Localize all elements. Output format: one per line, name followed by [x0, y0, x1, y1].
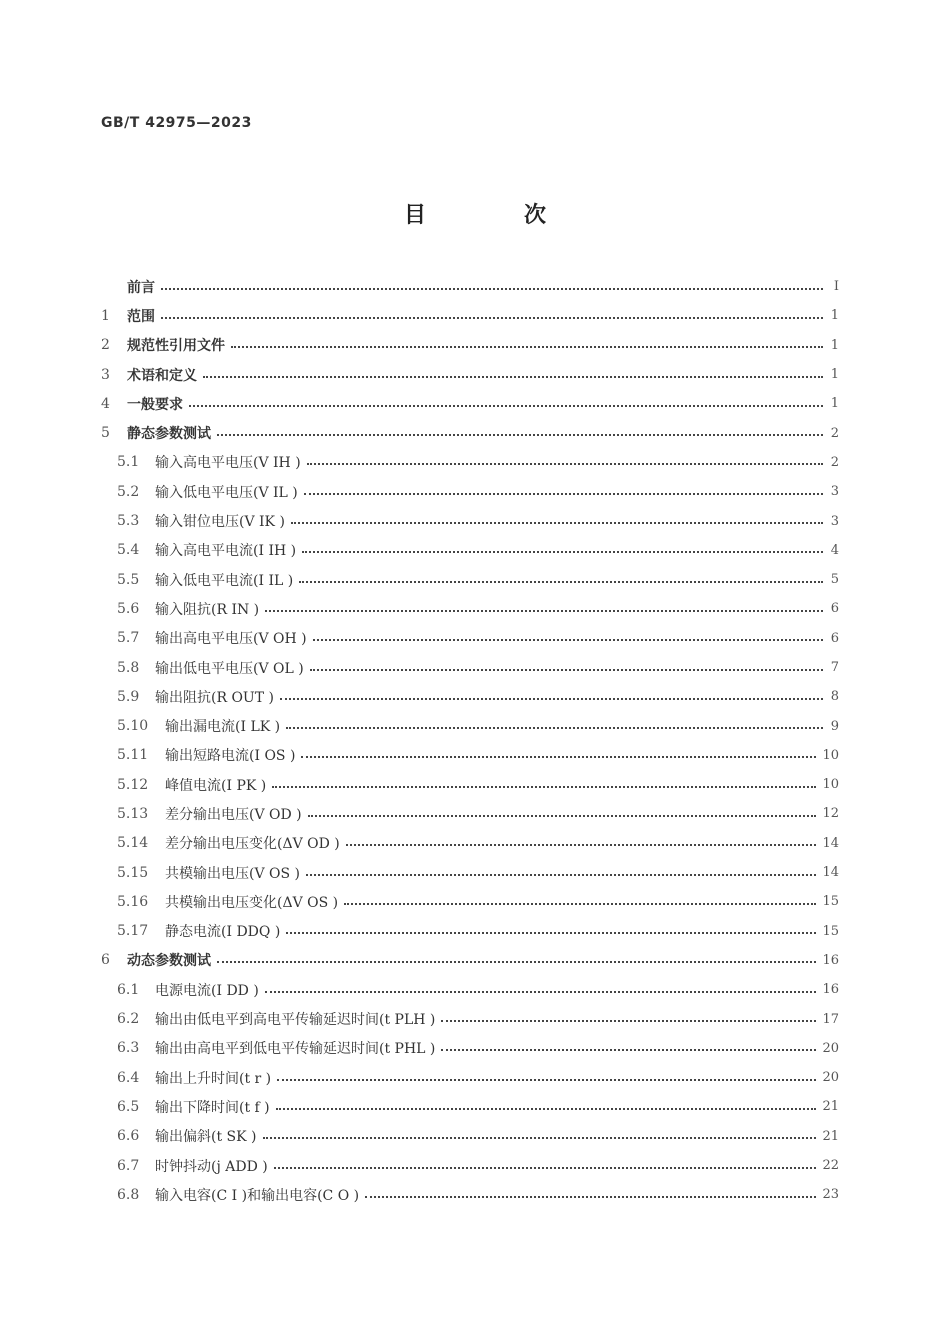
dot-leader: [286, 932, 816, 934]
toc-entry[interactable]: [101, 506, 839, 535]
toc-entry-page: 2: [830, 454, 839, 470]
toc-entry[interactable]: [101, 1151, 839, 1180]
toc-entry-number: 5.13: [117, 805, 149, 822]
toc-entry-page: 10: [822, 777, 839, 793]
toc-entry-number: 6.6: [117, 1128, 140, 1145]
dot-leader: [301, 756, 816, 758]
toc-entry[interactable]: [101, 770, 839, 799]
standard-code: GB/T 42975—2023: [101, 115, 252, 131]
toc-entry-title: 输出阻抗(R OUT ): [155, 689, 274, 706]
toc-entry-page: 6: [830, 630, 839, 646]
toc-entry-number: 5.8: [117, 659, 140, 676]
toc-entry[interactable]: [101, 477, 839, 506]
toc-entry-number: 5.16: [117, 893, 149, 910]
toc-entry-number: 5.15: [117, 864, 149, 881]
dot-leader: [286, 727, 823, 729]
dot-leader: [231, 346, 823, 348]
table-of-contents: [101, 272, 839, 1210]
toc-entry[interactable]: [101, 1034, 839, 1063]
dot-leader: [161, 317, 823, 319]
toc-entry-page: 14: [822, 865, 839, 881]
toc-entry-page: 1: [830, 337, 839, 353]
toc-entry-number: 6.1: [117, 981, 140, 998]
toc-entry-title: 范围: [127, 308, 155, 325]
toc-entry[interactable]: [101, 946, 839, 975]
toc-entry[interactable]: [101, 1092, 839, 1121]
toc-entry[interactable]: [101, 301, 839, 330]
dot-leader: [302, 551, 823, 553]
dot-leader: [346, 844, 817, 846]
dot-leader: [265, 991, 817, 993]
toc-entry-title: 时钟抖动(j ADD ): [155, 1158, 268, 1175]
dot-leader: [203, 376, 823, 378]
toc-entry-title: 输入钳位电压(V IK ): [155, 514, 285, 531]
toc-entry[interactable]: [101, 741, 839, 770]
toc-entry-number: 5.5: [117, 571, 140, 588]
toc-entry[interactable]: [101, 711, 839, 740]
toc-entry-number: 5.6: [117, 600, 140, 617]
dot-leader: [310, 669, 823, 671]
toc-entry-title: 差分输出电压变化(ΔV OD ): [165, 836, 340, 853]
toc-entry-title: 输出低电平电压(V OL ): [155, 660, 304, 677]
dot-leader: [265, 610, 823, 612]
toc-entry-page: 1: [830, 308, 839, 324]
toc-entry[interactable]: [101, 799, 839, 828]
toc-entry[interactable]: [101, 1063, 839, 1092]
toc-entry-title: 输出偏斜(t SK ): [155, 1129, 257, 1146]
toc-entry-page: 1: [830, 367, 839, 383]
toc-entry-page: 16: [822, 982, 839, 998]
toc-entry[interactable]: [101, 272, 839, 301]
toc-title: [0, 198, 950, 229]
toc-entry-title: 输入高电平电压(V IH ): [155, 455, 301, 472]
toc-entry-page: 8: [830, 689, 839, 705]
toc-entry-page: 4: [830, 542, 839, 558]
toc-entry-number: 6.5: [117, 1098, 140, 1115]
toc-entry-title: 术语和定义: [127, 367, 197, 384]
toc-entry-title: 前言: [127, 279, 155, 296]
toc-entry-number: 1: [101, 307, 110, 324]
toc-entry-number: 3: [101, 366, 110, 383]
toc-entry-page: 15: [822, 894, 839, 910]
toc-entry-page: 22: [822, 1158, 839, 1174]
dot-leader: [441, 1049, 816, 1051]
toc-entry-title: 动态参数测试: [127, 953, 211, 970]
toc-entry-number: 6.3: [117, 1040, 140, 1057]
dot-leader: [161, 288, 823, 290]
toc-entry-title: 共模输出电压变化(ΔV OS ): [165, 894, 339, 911]
toc-entry-title: 输入低电平电流(I IL ): [155, 572, 294, 589]
dot-leader: [217, 961, 816, 963]
toc-entry-page: 7: [830, 660, 839, 675]
toc-entry-page: 15: [822, 923, 839, 939]
toc-entry-number: 6.4: [117, 1069, 140, 1086]
toc-entry-number: 5.3: [117, 513, 140, 530]
toc-entry[interactable]: [101, 536, 839, 565]
toc-entry-title: 共模输出电压(V OS ): [165, 865, 301, 882]
toc-entry-title: 输入低电平电压(V IL ): [155, 484, 298, 501]
dot-leader: [277, 1079, 816, 1081]
toc-entry-title: 静态参数测试: [127, 426, 211, 443]
toc-entry-number: 2: [101, 337, 110, 354]
toc-entry-page: 17: [822, 1011, 839, 1027]
dot-leader: [299, 581, 823, 583]
toc-entry-title: 输入阻抗(R IN ): [155, 601, 260, 618]
toc-entry-number: 5: [101, 425, 110, 442]
toc-entry-title: 输出高电平电压(V OH ): [155, 631, 307, 648]
toc-entry[interactable]: [101, 389, 839, 418]
dot-leader: [263, 1137, 817, 1139]
dot-leader: [304, 493, 823, 495]
toc-entry[interactable]: [101, 418, 839, 447]
toc-entry[interactable]: [101, 360, 839, 389]
dot-leader: [306, 874, 816, 876]
toc-entry[interactable]: [101, 917, 839, 946]
toc-entry[interactable]: [101, 1122, 839, 1151]
toc-entry-number: 5.1: [117, 454, 140, 471]
toc-entry[interactable]: [101, 565, 839, 594]
dot-leader: [274, 1167, 817, 1169]
toc-entry-number: 5.12: [117, 776, 149, 793]
toc-entry-page: 3: [830, 484, 839, 500]
toc-entry[interactable]: [101, 331, 839, 360]
toc-entry[interactable]: [101, 1180, 839, 1209]
dot-leader: [313, 639, 823, 641]
toc-entry-title: 输入电容(C I )和输出电容(C O ): [155, 1187, 360, 1204]
toc-entry-number: 6.7: [117, 1157, 140, 1174]
toc-entry-number: 6: [101, 952, 110, 969]
dot-leader: [307, 463, 823, 465]
toc-entry-title: 输出短路电流(I OS ): [165, 748, 296, 765]
toc-entry[interactable]: [101, 448, 839, 477]
toc-entry-page: 1: [830, 396, 839, 412]
toc-entry-page: 21: [822, 1099, 839, 1115]
toc-entry-page: 20: [822, 1040, 839, 1056]
toc-entry-title: 规范性引用文件: [127, 338, 225, 355]
toc-entry-number: 5.11: [117, 747, 149, 764]
toc-entry-page: 2: [830, 425, 839, 441]
toc-entry[interactable]: [101, 594, 839, 623]
dot-leader: [276, 1108, 817, 1110]
toc-entry[interactable]: [101, 975, 839, 1004]
toc-entry-title: 一般要求: [127, 396, 183, 413]
dot-leader: [189, 405, 823, 407]
toc-entry-title: 输入高电平电流(I IH ): [155, 543, 297, 560]
toc-entry-page: 12: [822, 806, 839, 822]
toc-entry[interactable]: [101, 653, 839, 682]
dot-leader: [291, 522, 823, 524]
toc-entry-page: 14: [822, 835, 839, 851]
dot-leader: [280, 698, 823, 700]
toc-entry-page: 21: [822, 1128, 839, 1144]
toc-entry-title: 差分输出电压(V OD ): [165, 806, 302, 823]
toc-entry-title: 输出由高电平到低电平传输延迟时间(t PHL ): [155, 1041, 436, 1058]
toc-entry-page: 5: [830, 572, 839, 588]
toc-entry-number: 5.7: [117, 630, 140, 647]
toc-entry-page: 10: [822, 747, 839, 763]
toc-entry[interactable]: [101, 829, 839, 858]
toc-entry-page: 6: [830, 601, 839, 617]
toc-entry[interactable]: [101, 858, 839, 887]
toc-entry-number: 5.14: [117, 835, 149, 852]
toc-entry-number: 5.2: [117, 483, 140, 500]
dot-leader: [365, 1196, 816, 1198]
toc-entry-title: 输出上升时间(t r ): [155, 1070, 272, 1087]
toc-entry-title: 电源电流(I DD ): [155, 982, 259, 999]
toc-entry-number: 5.4: [117, 542, 140, 559]
dot-leader: [272, 786, 816, 788]
toc-entry-title: 输出由低电平到高电平传输延迟时间(t PLH ): [155, 1012, 436, 1029]
toc-entry-page: 16: [822, 952, 839, 968]
dot-leader: [217, 434, 823, 436]
toc-entry-page: 20: [822, 1070, 839, 1086]
dot-leader: [441, 1020, 816, 1022]
toc-title-text: 目 次: [403, 203, 584, 228]
dot-leader: [344, 903, 816, 905]
toc-entry-page: 23: [822, 1187, 839, 1203]
toc-entry-number: 4: [101, 395, 110, 412]
toc-entry-number: 5.17: [117, 923, 149, 940]
toc-entry-page: 3: [830, 513, 839, 529]
toc-entry-number: 6.8: [117, 1186, 140, 1203]
toc-entry[interactable]: [101, 624, 839, 653]
toc-entry-number: 6.2: [117, 1011, 140, 1028]
toc-entry[interactable]: [101, 1004, 839, 1033]
toc-entry[interactable]: [101, 887, 839, 916]
toc-entry-title: 输出下降时间(t f ): [155, 1099, 270, 1116]
toc-entry-title: 峰值电流(I PK ): [165, 777, 267, 794]
toc-entry-number: 5.10: [117, 718, 149, 735]
toc-entry-page: 9: [830, 718, 839, 734]
toc-entry[interactable]: [101, 682, 839, 711]
toc-entry-title: 静态电流(I DDQ ): [165, 924, 281, 941]
dot-leader: [308, 815, 817, 817]
toc-entry-title: 输出漏电流(I LK ): [165, 719, 281, 736]
toc-entry-page: I: [833, 279, 839, 295]
toc-entry-number: 5.9: [117, 688, 140, 705]
